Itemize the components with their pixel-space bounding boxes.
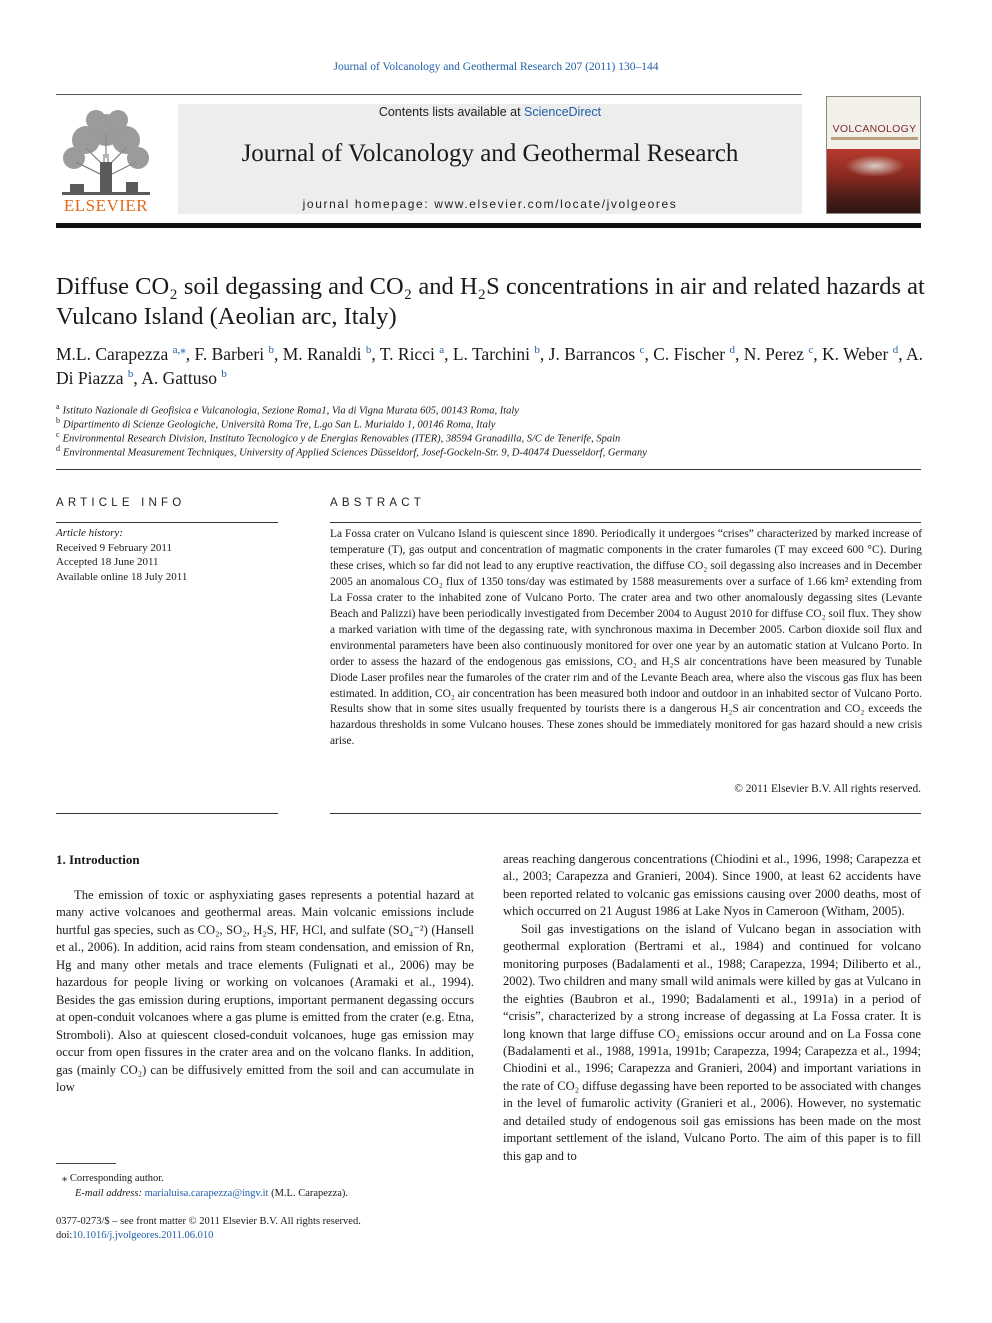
- author-name: M.L. Carapezza: [56, 344, 173, 364]
- affiliation-label: b: [56, 416, 60, 425]
- article-info-heading: ARTICLE INFO: [56, 497, 186, 509]
- email-label: E-mail address:: [75, 1188, 142, 1199]
- left-bottom-rule: [56, 813, 278, 814]
- affiliation-label: d: [56, 444, 60, 453]
- header-thick-rule: [56, 223, 921, 228]
- author-name: N. Perez: [743, 344, 809, 364]
- author-name: M. Ranaldi: [282, 344, 366, 364]
- author-separator: ,: [898, 344, 907, 364]
- abstract-rule: [330, 522, 921, 523]
- article-history: [56, 526, 278, 584]
- cover-smoke: [845, 155, 905, 177]
- author-affiliation-marker[interactable]: a,⁎: [172, 344, 186, 357]
- author-affiliation-marker[interactable]: d: [729, 344, 736, 357]
- corresponding-text: Corresponding author.: [69, 1173, 164, 1184]
- abstract-copyright: © 2011 Elsevier B.V. All rights reserved.: [734, 783, 921, 795]
- online-date: Available online 18 July 2011: [56, 570, 188, 583]
- author-affiliation-marker[interactable]: b: [365, 344, 372, 357]
- author-name: C. Fischer: [653, 344, 730, 364]
- author-separator: ,: [644, 344, 654, 364]
- footnote-rule: [56, 1163, 116, 1164]
- paper-title: Diffuse CO₂ soil degassing and CO₂ and H₂S concentrations in air and related hazards at Vulcano Island (Aeolian arc, Italy): [56, 273, 925, 330]
- affiliation-d: [56, 442, 926, 461]
- history-heading: Article history:: [56, 527, 123, 539]
- author-name: A. Gattuso: [141, 368, 222, 388]
- author-separator: ,: [371, 344, 380, 364]
- author-separator: ,: [444, 344, 453, 364]
- doi-line: [56, 1228, 496, 1243]
- affiliation-text: Istituto Nazionale di Geofisica e Vulcanologia, Sezione Roma1, Via di Vigna Murata 605, 00143 Roma, Italy: [62, 405, 519, 417]
- email-suffix: (M.L. Carapezza).: [271, 1188, 349, 1199]
- affiliation-label: c: [56, 430, 60, 439]
- author-affiliation-marker[interactable]: b: [534, 344, 540, 357]
- intro-paragraph: areas reaching dangerous concentrations (Chiodini et al., 1996, 1998; Carapezza et al., 2003; Carapezza and Granieri, 2004). Since 1900, at least 62 accidents have been reported related to volcanic gas emissions causing over 2000 deaths, most of which occurred on 21 August 1986 at Lake Nyos in Cameroon (Witham, 2005).: [503, 852, 921, 919]
- cover-subtitle-bar: [831, 137, 918, 140]
- author-name: K. Weber: [822, 344, 893, 364]
- intro-paragraph: Soil gas investigations on the island of Vulcano began in association with geothermal exploration (Bertrami et al., 1984) and continued for volcano monitoring purposes (Badalamenti et al., 1988; Carapezza, 1994; Diliberto et al., 2002). Two children and many small wild animals were killed by gas at Vulcano in the eighties (Baubron et al., 1990; Badalamenti et al., 1991a) in a period of “crisis”, characterized by a strong increase of degassing at La Fossa crater. It is long known that large diffuse CO₂ emissions occur around and on La Fossa cone (Badalamenti et al., 1988, 1991a, 1991b; Carapezza, 1994; Carapezza et al., 1994; Chiodini et al., 1996; Carapezza and Granieri, 2004) and important variations in the rate of CO₂ diffuse degassing have been reported to be associated with changes in the level of fumarolic activity (Granieri et al., 2006). However, no systematic and detailed study of endogenous soil gas emissions has been made on the most important settlement of the island, Vulcano Porto. The aim of this paper is to fill this gap and to: [503, 921, 921, 1163]
- author-affiliation-marker[interactable]: b: [127, 368, 134, 381]
- journal-cover-image[interactable]: [826, 96, 921, 214]
- header-top-rule: [56, 94, 802, 95]
- journal-homepage[interactable]: journal homepage: www.elsevier.com/locate/jvolgeores: [302, 197, 678, 211]
- email-link[interactable]: marialuisa.carapezza@ingv.it: [144, 1188, 269, 1199]
- author-affiliation-marker[interactable]: c: [808, 344, 814, 357]
- author-separator: ,: [133, 368, 142, 388]
- author-name: F. Barberi: [194, 344, 269, 364]
- affiliation-label: a: [56, 402, 60, 411]
- section-heading-introduction: 1. Introduction: [56, 852, 140, 867]
- affiliation-text: Dipartimento di Scienze Geologiche, Università Roma Tre, L.go San L. Murialdo 1, 00146 Roma, Italy: [63, 419, 496, 431]
- author-list: [56, 342, 926, 390]
- contents-prefix: Contents lists available at: [378, 105, 525, 119]
- author-separator: ,: [735, 344, 744, 364]
- asterisk-marker: ⁎: [62, 1173, 70, 1184]
- author-separator: ,: [813, 344, 823, 364]
- abstract-heading: ABSTRACT: [330, 497, 425, 509]
- sciencedirect-link[interactable]: ScienceDirect: [524, 105, 602, 119]
- author-separator: ,: [273, 344, 283, 364]
- affiliation-text: Environmental Measurement Techniques, University of Applied Sciences Düsseldorf, Josef-Gockeln-Str. 9, D-40474 Duesseldorf, Germany: [63, 447, 647, 459]
- cover-title: VOLCANOLOGY: [832, 123, 917, 135]
- author-affiliation-marker[interactable]: a: [439, 344, 445, 357]
- author-affiliation-marker[interactable]: c: [639, 344, 645, 357]
- intro-right-column: [503, 851, 921, 1165]
- author-name: T. Ricci: [379, 344, 440, 364]
- intro-paragraph: The emission of toxic or asphyxiating gases represents a potential hazard at many active volcanoes and geothermal areas. Main volcanic emissions include hurtful gas species, such as CO₂, SO₂, H₂S, HF, HCl, and sulfate (SO₄⁻²) (Hansell et al., 2006). In addition, acid rains from steam condensation, and emission of Rn, Hg and many other metals and trace elements (Fulignati et al., 2006) may be hazardous for people living or working on volcanoes (Aramaki et al., 1994). Besides the gas emission during eruptions, important permanent degassing occurs at open-conduit volcanoes where a gas plume is emitted from the crater (e.g. Etna, Stromboli). Also at quiescent closed-conduit volcanoes, huge gas emission may occur from open fissures in the crater area and on the volcano flanks. In addition, gas (mainly CO₂) can be diffusively emitted from the soil and can accumulate in low: [56, 888, 474, 1094]
- article-info-rule: [56, 522, 278, 523]
- contents-line: [178, 105, 802, 119]
- author-separator: ,: [185, 344, 195, 364]
- footnote-corresponding: [62, 1171, 482, 1186]
- abstract-text: La Fossa crater on Vulcano Island is quiescent since 1890. Periodically it undergoes “crises” characterized by marked increase of temperature (T), gas output and concentration of magmatic components in the crater fumaroles (T may exceed 600 °C). During these crises, which so far did not lead to any eruptive reactivation, the diffuse CO₂ soil degassing also increases and in December 2005 an anomalous CO₂ flux of 1350 tons/day was estimated by 1588 measurements over a surface of 1.66 km² extending from La Fossa crater to the inhabited zone of Vulcano Porto. The crater area and two other anomalously degassing sites (Levante Beach and Palizzi) have been periodically investigated from December 2004 to August 2010 for diffuse CO₂ soil flux. They show a marked variation with time of the degassing rate, with synchronous maxima in December 2005. Carbon dioxide soil flux and environmental parameters have been also continuously monitored for over one year by an automatic station at Vulcano Porto. In order to assess the hazard of the endogenous gas emissions, CO₂ and H₂S air concentrations have been measured by Tunable Diode Laser profiles near the fumaroles of the crater rim and of the Levante Beach area, where also the viscous gas flux has been estimated. In addition, CO₂ air concentration has been measured both indoor and outdoor in an inhabited sector of Vulcano Porto. Results show that in some sites usually frequented by tourists there is a dangerous H₂S air concentration and CO₂ exceeds the hazardous thresholds in some Vulcano houses. These zones should be immediately monitored for gas hazard should a new crisis arise.: [330, 528, 922, 748]
- doi-link[interactable]: 10.1016/j.jvolgeores.2011.06.010: [72, 1230, 214, 1241]
- intro-left-column: [56, 887, 474, 1096]
- accepted-date: Accepted 18 June 2011: [56, 556, 159, 568]
- author-affiliation-marker[interactable]: b: [221, 368, 227, 381]
- footnote-email: [75, 1186, 495, 1201]
- affiliation-text: Environmental Research Division, Instituto Tecnologico y de Energias Renovables (ITER), 38594 Granadilla, S/C de Tenerife, Spain: [62, 433, 621, 445]
- author-separator: ,: [539, 344, 549, 364]
- journal-citation[interactable]: Journal of Volcanology and Geothermal Research 207 (2011) 130–144: [333, 61, 659, 73]
- author-affiliation-marker[interactable]: b: [268, 344, 274, 357]
- author-name: L. Tarchini: [452, 344, 535, 364]
- affiliation-rule: [56, 469, 921, 470]
- publisher-name: ELSEVIER: [63, 196, 149, 215]
- abstract-bottom-rule: [330, 813, 921, 814]
- author-name: J. Barrancos: [548, 344, 640, 364]
- received-date: Received 9 February 2011: [56, 541, 172, 554]
- journal-name: Journal of Volcanology and Geothermal Research: [241, 140, 739, 167]
- author-affiliation-marker[interactable]: d: [892, 344, 899, 357]
- doi-label: doi:: [56, 1230, 73, 1241]
- issn-line: 0377-0273/$ – see front matter © 2011 Elsevier B.V. All rights reserved.: [56, 1216, 361, 1227]
- author-name: A. Di Piazza: [56, 344, 924, 388]
